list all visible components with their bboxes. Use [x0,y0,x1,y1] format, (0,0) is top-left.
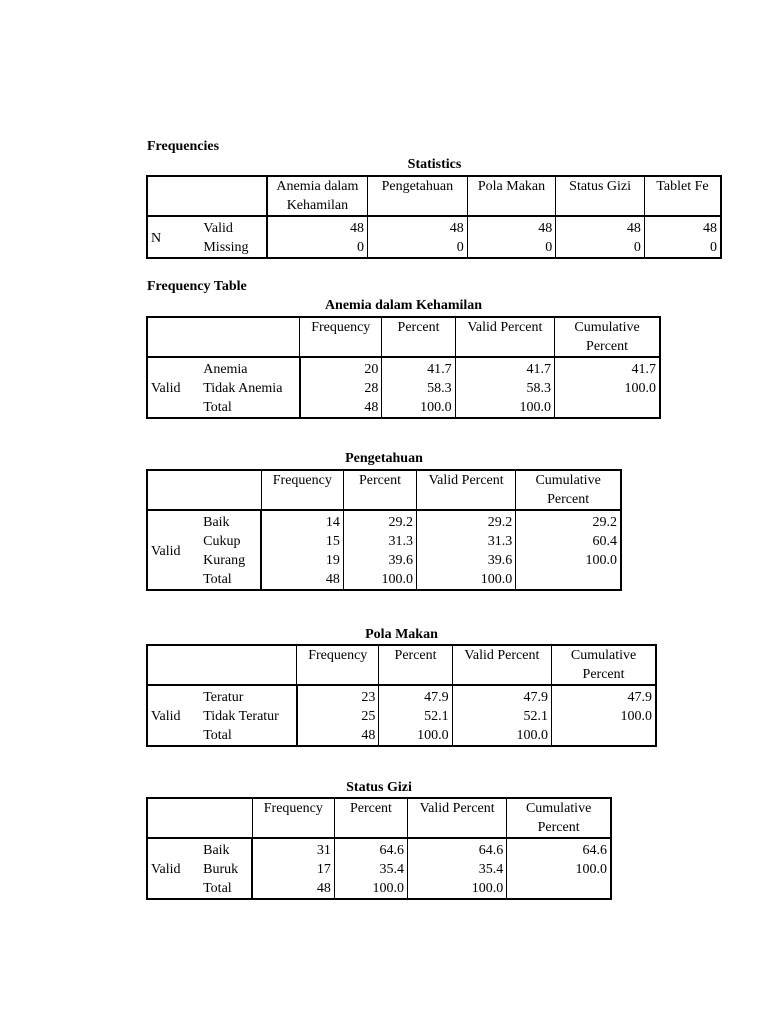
table-row [147,860,611,879]
table-row [147,357,660,379]
cell-value: 28 [300,379,382,398]
col-header: Valid Percent [408,798,507,838]
col-header: Frequency [297,645,379,685]
statistics-header-row [147,176,721,216]
table-corner [147,317,300,357]
group-label: Valid [151,543,181,559]
cell-value: 58.3 [455,379,554,398]
cell-value: 17 [252,860,334,879]
pengetahuan-frequency-table [146,469,622,591]
cell-value: 52.1 [379,707,452,726]
cell-value: 41.7 [382,357,455,379]
anemia-table-title: Anemia dalam Kehamilan [324,298,483,313]
cell-value: 39.6 [417,551,516,570]
cell-value: 100.0 [343,570,416,590]
table-row [147,379,660,398]
cell-value: 39.6 [343,551,416,570]
table-header-row [147,470,621,510]
col-header: Valid Percent [455,317,554,357]
frequencies-heading: Frequencies [147,139,220,154]
cell-value: 14 [261,510,343,532]
cell-value: 0 [467,238,556,258]
col-header: Percent [382,317,455,357]
cell-value [555,398,660,418]
cell-value: 48 [261,570,343,590]
cell-value: 29.2 [516,510,621,532]
col-header: Valid Percent [417,470,516,510]
col-header: Cumulative Percent [555,317,660,357]
table-row [147,685,656,707]
row-label: Buruk [200,860,252,879]
cell-value: 48 [556,216,645,238]
col-header: Frequency [300,317,382,357]
table-row [147,398,660,418]
col-header: Percent [379,645,452,685]
row-label: Total [200,398,299,418]
cell-value [552,726,656,746]
col-header: Valid Percent [452,645,551,685]
statistics-group-label: N [151,230,162,246]
col-header: Percent [343,470,416,510]
row-label: Valid [200,216,266,238]
cell-value: 0 [556,238,645,258]
table-row [147,551,621,570]
table-corner [147,645,297,685]
cell-value: 100.0 [452,726,551,746]
frequency-table-heading: Frequency Table [147,279,247,294]
row-label: Baik [200,838,252,860]
table-row [147,532,621,551]
cell-value: 23 [297,685,379,707]
table-header-row [147,645,656,685]
cell-value: 20 [300,357,382,379]
cell-value: 100.0 [555,379,660,398]
row-label: Cukup [200,532,261,551]
cell-value: 35.4 [408,860,507,879]
cell-value: 41.7 [455,357,554,379]
row-label: Baik [200,510,261,532]
cell-value [507,879,611,899]
table-corner [147,798,252,838]
cell-value: 100.0 [382,398,455,418]
table-row [147,879,611,899]
col-header: Frequency [261,470,343,510]
cell-value: 100.0 [455,398,554,418]
statistics-col-header: Status Gizi [556,176,645,216]
cell-value: 47.9 [379,685,452,707]
anemia-frequency-table [146,316,661,419]
statistics-col-header: Pengetahuan [368,176,468,216]
cell-value: 48 [300,398,382,418]
cell-value: 64.6 [408,838,507,860]
statistics-col-header: Anemia dalam Kehamilan [267,176,368,216]
table-corner [147,470,261,510]
col-header: Cumulative Percent [516,470,621,510]
table-row [147,707,656,726]
cell-value: 100.0 [417,570,516,590]
cell-value: 35.4 [334,860,407,879]
cell-value: 31.3 [417,532,516,551]
cell-value: 100.0 [334,879,407,899]
statistics-col-header: Pola Makan [467,176,556,216]
cell-value: 15 [261,532,343,551]
col-header: Frequency [252,798,334,838]
table-row [147,726,656,746]
cell-value: 48 [368,216,468,238]
col-header: Cumulative Percent [552,645,656,685]
row-label: Anemia [200,357,299,379]
cell-value: 100.0 [507,860,611,879]
cell-value: 25 [297,707,379,726]
cell-value: 48 [267,216,368,238]
col-header: Percent [334,798,407,838]
table-row [147,216,721,238]
row-label: Tidak Anemia [200,379,299,398]
cell-value: 60.4 [516,532,621,551]
row-label: Total [200,726,296,746]
row-label: Kurang [200,551,261,570]
table-row [147,238,721,258]
cell-value: 47.9 [552,685,656,707]
cell-value: 19 [261,551,343,570]
cell-value: 48 [644,216,721,238]
cell-value: 31 [252,838,334,860]
row-label: Total [200,570,261,590]
cell-value: 64.6 [334,838,407,860]
cell-value: 0 [368,238,468,258]
cell-value: 31.3 [343,532,416,551]
statistics-title: Statistics [407,157,462,172]
col-header: Cumulative Percent [507,798,611,838]
cell-value: 58.3 [382,379,455,398]
cell-value: 0 [267,238,368,258]
cell-value: 100.0 [552,707,656,726]
table-row [147,510,621,532]
group-label: Valid [151,381,181,396]
table-row [147,570,621,590]
cell-value: 47.9 [452,685,551,707]
pengetahuan-table-title: Pengetahuan [345,451,423,466]
row-label: Teratur [200,685,296,707]
pola-makan-frequency-table [146,644,657,747]
cell-value: 48 [252,879,334,899]
cell-value [516,570,621,590]
status-gizi-frequency-table [146,797,612,900]
statistics-corner [147,176,267,216]
cell-value: 41.7 [555,357,660,379]
row-label: Missing [200,238,266,258]
cell-value: 48 [467,216,556,238]
status-gizi-table-title: Status Gizi [346,780,412,795]
cell-value: 29.2 [343,510,416,532]
cell-value: 48 [297,726,379,746]
cell-value: 64.6 [507,838,611,860]
statistics-col-header: Tablet Fe [644,176,721,216]
table-header-row [147,798,611,838]
row-label: Total [200,879,252,899]
group-label: Valid [151,862,181,877]
cell-value: 52.1 [452,707,551,726]
cell-value: 29.2 [417,510,516,532]
table-row [147,838,611,860]
cell-value: 0 [644,238,721,258]
cell-value: 100.0 [408,879,507,899]
table-header-row [147,317,660,357]
group-label: Valid [151,709,181,724]
statistics-table [146,175,722,259]
row-label: Tidak Teratur [200,707,296,726]
pola-makan-table-title: Pola Makan [365,627,438,642]
cell-value: 100.0 [379,726,452,746]
cell-value: 100.0 [516,551,621,570]
